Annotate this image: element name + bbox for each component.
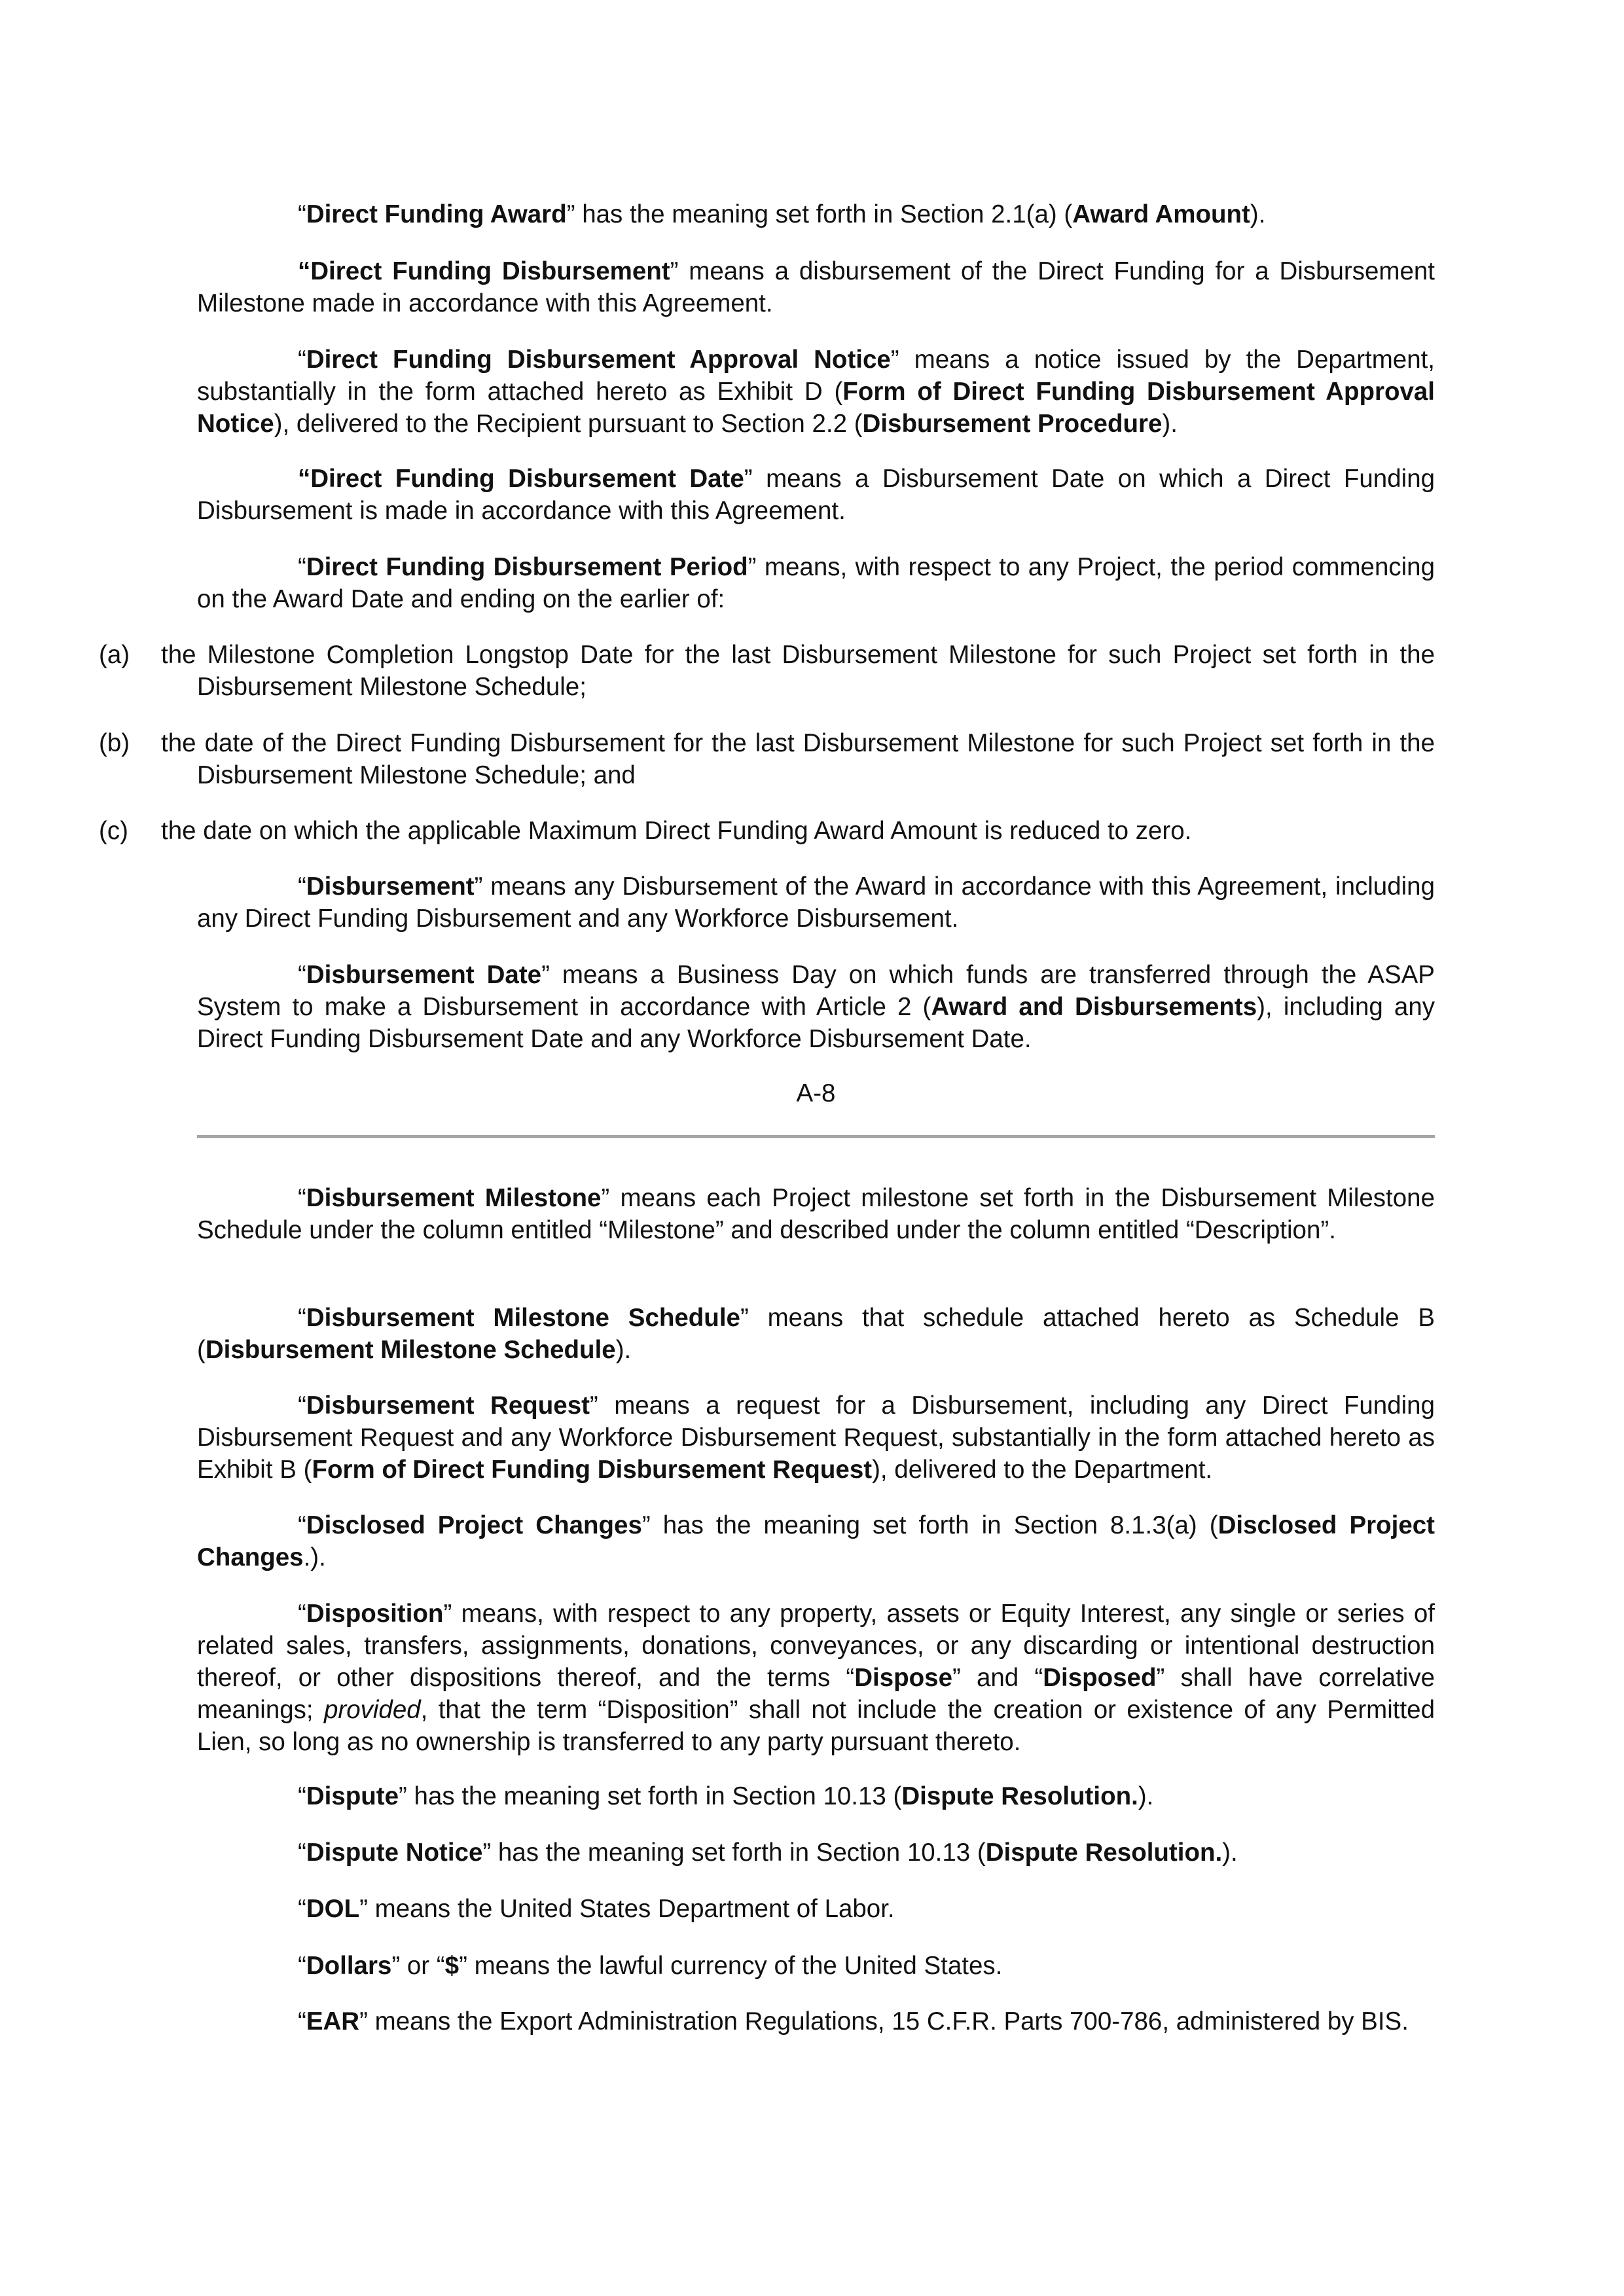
text-run: ” means, with respect to any Project, the period commencing on the Award Date and ending on the earlier of: (197, 553, 1435, 613)
list-item (99, 639, 1435, 703)
text-run: ” means the Export Administration Regulations, 15 C.F.R. Parts 700-786, administered by BIS. (359, 2007, 1409, 2036)
text-run: ), including any Direct Funding Disbursement Date and any Workforce Disbursement Date. (197, 993, 1435, 1053)
defined-term: “Direct Funding Disbursement (298, 257, 670, 285)
list-item-text: the Milestone Completion Longstop Date for the last Disbursement Milestone for such Project set forth in the Disbursement Milestone Schedule; (161, 641, 1435, 701)
text-run: “ (298, 961, 306, 989)
text-run: ” means the lawful currency of the United States. (459, 1952, 1003, 1980)
text-run: ” has the meaning set forth in Section 2.1(a) ( (566, 200, 1073, 228)
text-run: “ (298, 1391, 306, 1420)
definition-disposition (197, 1598, 1435, 1758)
text-run: ” means a Disbursement Date on which a Direct Funding Disbursement is made in accordance with this Agreement. (197, 465, 1435, 525)
text-run: “ (298, 1600, 306, 1628)
text-run: ). (1162, 410, 1178, 438)
section-reference: Disclosed Project Changes (197, 1511, 1435, 1571)
text-run: “ (298, 1895, 306, 1923)
defined-term: Disbursement Request (306, 1391, 590, 1420)
defined-term: Dispose (854, 1664, 953, 1692)
defined-term: EAR (306, 2007, 360, 2036)
definition-dol (197, 1893, 1435, 1925)
defined-term: Disposed (1043, 1664, 1157, 1692)
text-run: ” and “ (952, 1664, 1043, 1692)
text-run: ). (1250, 200, 1266, 228)
list-item-text: the date on which the applicable Maximum Direct Funding Award Amount is reduced to zero. (161, 817, 1192, 845)
text-run: ” means a request for a Disbursement, including any Direct Funding Disbursement Request and any Workforce Disbursement Request, substantially in the form attached hereto as Exhibit B ( (197, 1391, 1435, 1484)
definition-dispute (197, 1780, 1435, 1812)
text-run: ” means the United States Department of Labor. (359, 1895, 895, 1923)
list-item (99, 727, 1435, 791)
section-reference: Dispute Resolution. (985, 1839, 1223, 1867)
text-run: ” has the meaning set forth in Section 8.1.3(a) ( (641, 1511, 1218, 1539)
text-run: “ (298, 1511, 306, 1539)
text-run: ). (615, 1336, 632, 1364)
text-run: ” has the meaning set forth in Section 10.13 ( (399, 1782, 902, 1810)
list-marker: (a) (99, 641, 130, 669)
defined-term: DOL (306, 1895, 360, 1923)
defined-term: Dispute Notice (306, 1839, 483, 1867)
definition-ear (197, 2005, 1435, 2037)
definition-disbursement-milestone (197, 1182, 1435, 1246)
list-item-text: the date of the Direct Funding Disbursement for the last Disbursement Milestone for such Project set forth in the Disbursement Milestone Schedule; and (161, 729, 1435, 789)
defined-term: “Direct Funding Disbursement Date (298, 465, 744, 493)
text-run: ” means that schedule attached hereto as Schedule B ( (197, 1304, 1435, 1364)
defined-term: Disclosed Project Changes (306, 1511, 642, 1539)
definition-disbursement-date (197, 959, 1435, 1055)
text-run: “ (298, 1184, 306, 1212)
text-run: , that the term “Disposition” shall not include the creation or existence of any Permitted Lien, so long as no ownership is transferred to any party pursuant thereto. (197, 1696, 1435, 1756)
list-marker: (c) (99, 817, 128, 845)
defined-term: Dollars (306, 1952, 392, 1980)
defined-term: Dispute (306, 1782, 399, 1810)
text-run: “ (298, 872, 306, 901)
italic-term: provided (323, 1696, 421, 1724)
section-reference: Award Amount (1072, 200, 1250, 228)
text-run: ). (1138, 1782, 1154, 1810)
defined-term: Direct Funding Award (306, 200, 567, 228)
page-divider (197, 1135, 1435, 1138)
text-run: “ (298, 1839, 306, 1867)
definition-approval-notice (197, 344, 1435, 440)
defined-term: Direct Funding Disbursement Approval Notice (306, 346, 891, 374)
text-run: ” means a notice issued by the Department, substantially in the form attached hereto as Exhibit D ( (197, 346, 1435, 406)
section-reference: Disbursement Milestone Schedule (205, 1336, 616, 1364)
definition-direct-funding-award (197, 198, 1435, 230)
text-run: “ (298, 1304, 306, 1332)
text-run: ” means any Disbursement of the Award in accordance with this Agreement, including any Direct Funding Disbursement and any Workforce Disbursement. (197, 872, 1435, 933)
defined-term: Disbursement Milestone (306, 1184, 602, 1212)
definition-dispute-notice (197, 1837, 1435, 1869)
text-run: “ (298, 346, 306, 374)
defined-term: $ (444, 1952, 460, 1980)
section-reference: Award and Disbursements (931, 993, 1257, 1021)
definition-disbursement-request (197, 1390, 1435, 1486)
text-run: “ (298, 200, 306, 228)
text-run: ” or “ (391, 1952, 445, 1980)
definition-disbursement (197, 870, 1435, 935)
list-marker: (b) (99, 729, 130, 757)
definition-direct-funding-disbursement-period (197, 551, 1435, 615)
definition-disbursement-milestone-schedule (197, 1302, 1435, 1366)
text-run: “ (298, 553, 306, 581)
defined-term: Disbursement Milestone Schedule (306, 1304, 740, 1332)
definition-dollars (197, 1950, 1435, 1982)
text-run: “ (298, 1782, 306, 1810)
defined-term: Disbursement Date (306, 961, 542, 989)
page-number: A-8 (796, 1079, 836, 1107)
text-run: ” means each Project milestone set forth in the Disbursement Milestone Schedule under the column entitled “Milestone” and described under the column entitled “Description”. (197, 1184, 1435, 1244)
text-run: ” means a Business Day on which funds are transferred through the ASAP System to make a Disbursement in accordance with Article 2 ( (197, 961, 1435, 1021)
defined-term: Direct Funding Disbursement Period (306, 553, 748, 581)
text-run: ” shall have correlative meanings; (197, 1664, 1435, 1724)
section-reference: Dispute Resolution. (901, 1782, 1138, 1810)
text-run: “ (298, 2007, 306, 2036)
text-run: ). (1222, 1839, 1238, 1867)
section-reference: Disbursement Procedure (862, 410, 1163, 438)
definition-disclosed-project-changes (197, 1509, 1435, 1573)
definition-direct-funding-disbursement (197, 255, 1435, 319)
section-reference: Form of Direct Funding Disbursement Approval Notice (197, 378, 1435, 438)
defined-term: Disbursement (306, 872, 475, 901)
text-run: ), delivered to the Department. (872, 1456, 1213, 1484)
text-run: ), delivered to the Recipient pursuant to Section 2.2 ( (274, 410, 863, 438)
text-run: ” means a disbursement of the Direct Funding for a Disbursement Milestone made in accordance with this Agreement. (197, 257, 1435, 317)
list-item (99, 815, 1435, 847)
definition-direct-funding-disbursement-date (197, 463, 1435, 527)
text-run: .). (303, 1543, 326, 1571)
section-reference: Form of Direct Funding Disbursement Request (312, 1456, 873, 1484)
text-run: ” means, with respect to any property, assets or Equity Interest, any single or series of related sales, transfers, assignments, donations, conveyances, or any discarding or intentional destruction thereof, or other dispositions thereof, and the terms “ (197, 1600, 1435, 1692)
text-run: ” has the meaning set forth in Section 10.13 ( (482, 1839, 986, 1867)
text-run: “ (298, 1952, 306, 1980)
defined-term: Disposition (306, 1600, 444, 1628)
